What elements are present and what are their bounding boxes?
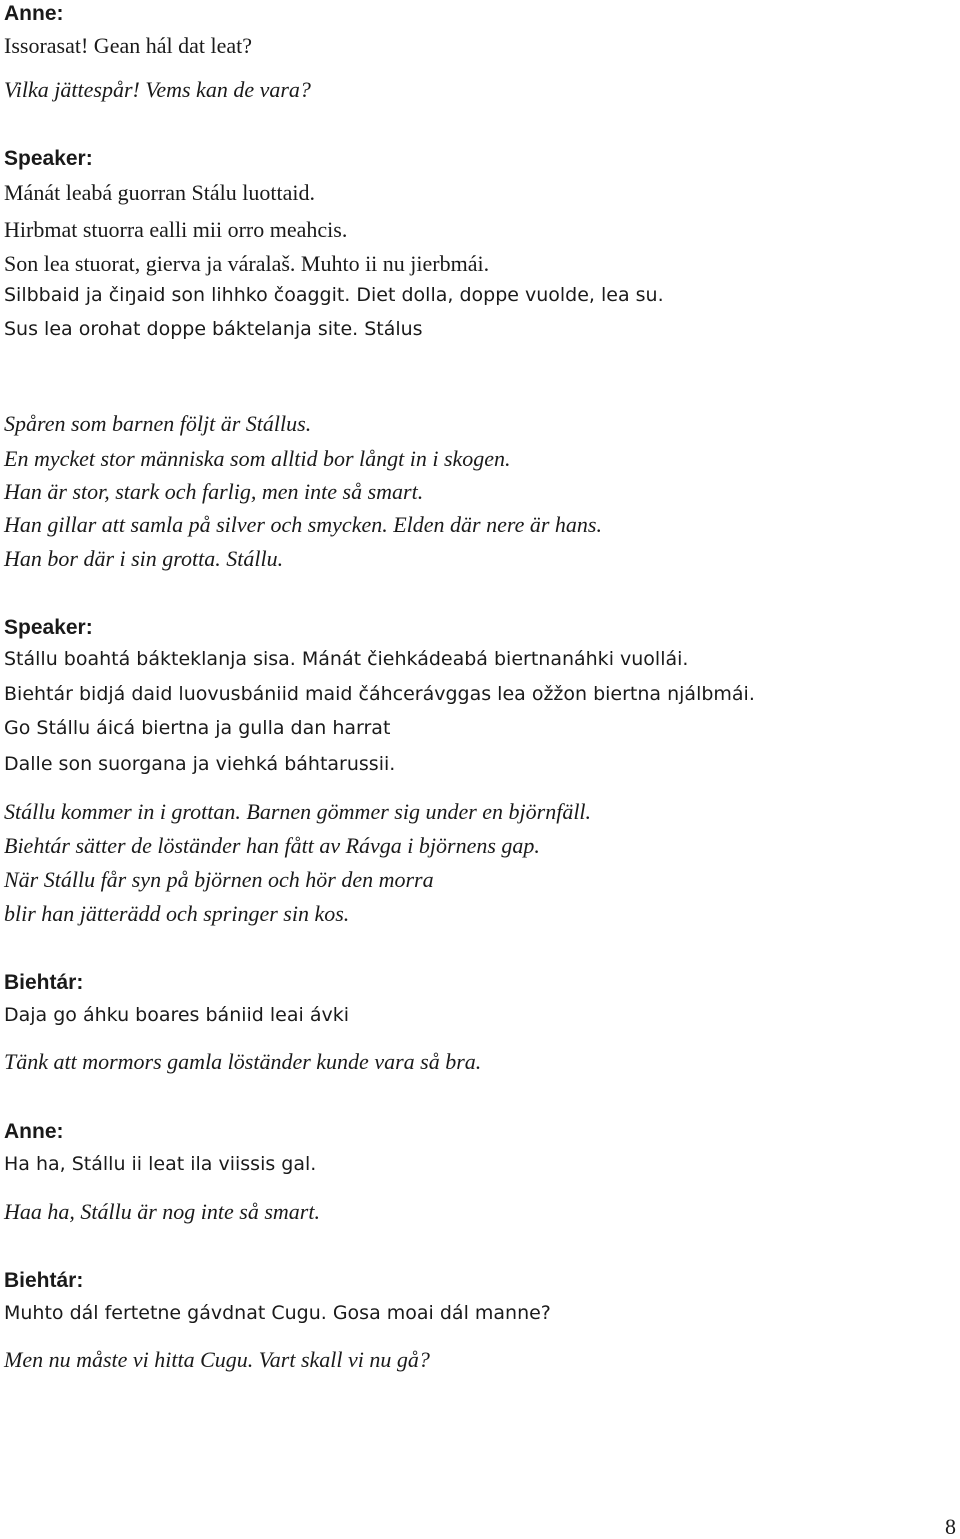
swedish-line: Tänk att mormors gamla löständer kunde vara så bra. <box>4 1049 482 1074</box>
sami-line: Mánát leabá guorran Stálu luottaid. <box>4 180 315 205</box>
swedish-line: Han är stor, stark och farlig, men inte så smart. <box>4 479 424 504</box>
sami-line: Silbbaid ja čiŋaid son lihhko čoaggit. Diet dolla, doppe vuolde, lea su. <box>4 284 664 306</box>
swedish-line: En mycket stor människa som alltid bor långt in i skogen. <box>4 446 511 471</box>
swedish-line: Spåren som barnen följt är Stállus. <box>4 411 312 436</box>
swedish-line: Stállu kommer in i grottan. Barnen gömmer sig under en björnfäll. <box>4 799 592 824</box>
swedish-line: Haa ha, Stállu är nog inte så smart. <box>4 1199 320 1224</box>
sami-line: Muhto dál fertetne gávdnat Cugu. Gosa moai dál manne? <box>4 1302 551 1324</box>
page-number: 8 <box>945 1514 956 1539</box>
swedish-line: Biehtár sätter de löständer han fått av Rávga i björnens gap. <box>4 833 540 858</box>
swedish-line: När Stállu får syn på björnen och hör den morra <box>4 867 434 892</box>
swedish-line: Vilka jättespår! Vems kan de vara? <box>4 77 311 102</box>
sami-line: Biehtár bidjá daid luovusbániid maid čáhcerávggas lea ožžon biertna njálbmái. <box>4 683 755 705</box>
speaker-label: Anne: <box>4 1120 64 1143</box>
sami-line: Ha ha, Stállu ii leat ila viissis gal. <box>4 1153 317 1175</box>
speaker-label: Biehtár: <box>4 1269 84 1292</box>
sami-line: Go Stállu áicá biertna ja gulla dan harrat <box>4 717 391 739</box>
sami-line: Daja go áhku boares bániid leai ávki <box>4 1004 349 1026</box>
sami-line: Hirbmat stuorra ealli mii orro meahcis. <box>4 217 348 242</box>
speaker-label: Speaker: <box>4 147 93 170</box>
swedish-line: Men nu måste vi hitta Cugu. Vart skall vi nu gå? <box>4 1347 430 1372</box>
sami-line: Son lea stuorat, gierva ja váralaš. Muhto ii nu jierbmái. <box>4 251 490 276</box>
speaker-label: Anne: <box>4 2 64 25</box>
swedish-line: Han gillar att samla på silver och smycken. Elden där nere är hans. <box>4 512 602 537</box>
swedish-line: blir han jätterädd och springer sin kos. <box>4 901 350 926</box>
swedish-line: Han bor där i sin grotta. Stállu. <box>4 546 284 571</box>
sami-line: Issorasat! Gean hál dat leat? <box>4 33 252 58</box>
sami-line: Dalle son suorgana ja viehká báhtarussii. <box>4 753 396 775</box>
speaker-label: Biehtár: <box>4 971 84 994</box>
sami-line: Stállu boahtá bákteklanja sisa. Mánát čiehkádeabá biertnanáhki vuollái. <box>4 648 689 670</box>
sami-line: Sus lea orohat doppe báktelanja site. Stálus <box>4 318 423 340</box>
speaker-label: Speaker: <box>4 616 93 639</box>
